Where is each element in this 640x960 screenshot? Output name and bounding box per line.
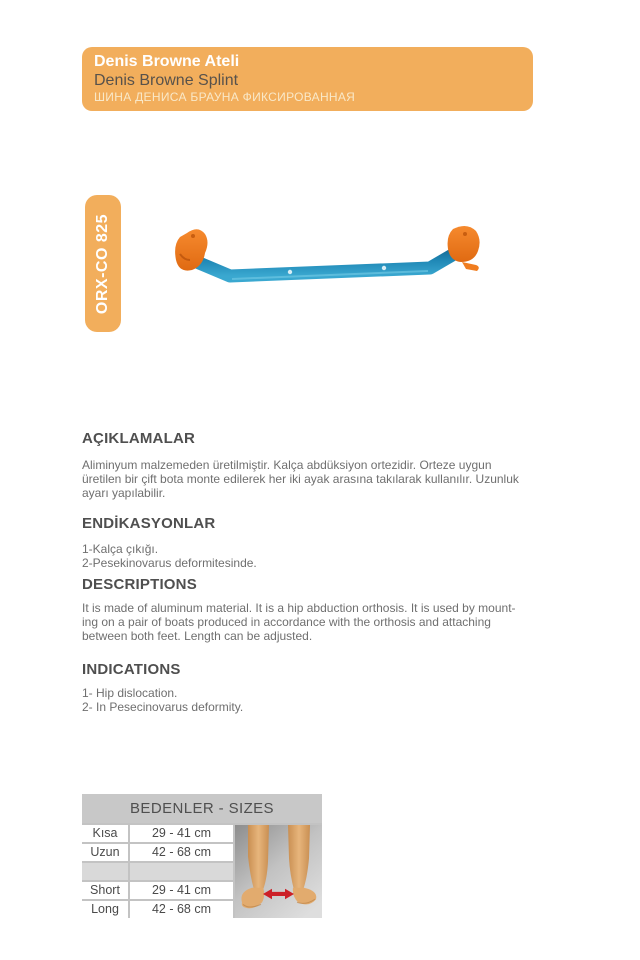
size-value: 42 - 68 cm — [130, 844, 233, 861]
body-line: ayarı yapılabilir. — [82, 486, 166, 500]
product-title-russian: ШИНА ДЕНИСА БРАУНА ФИКСИРОВАННАЯ — [94, 90, 356, 104]
section-heading: ENDİKASYONLAR — [82, 515, 216, 532]
section-endikasyonlar — [82, 515, 557, 570]
product-code-label: ORX-CO 825 — [94, 213, 111, 314]
body-line: ing on a pair of boats produced in accordance with the orthosis and attaching — [82, 615, 491, 629]
legs-diagram — [235, 825, 322, 918]
size-value: 29 - 41 cm — [130, 882, 233, 899]
section-descriptions — [82, 576, 557, 643]
body-line: 1- Hip dislocation. — [82, 686, 178, 700]
size-label: Uzun — [82, 844, 128, 861]
product-title-card — [82, 47, 533, 111]
size-value: 29 - 41 cm — [130, 825, 233, 842]
section-aciklamalar — [82, 430, 557, 500]
body-line: 1-Kalça çıkığı. — [82, 542, 159, 556]
body-line: It is made of aluminum material. It is a hip abduction orthosis. It is used by mount- — [82, 601, 516, 615]
splint-right-clamp — [448, 226, 480, 262]
size-table-title: BEDENLER - SIZES — [82, 794, 322, 823]
section-indications — [82, 661, 557, 714]
splint-illustration — [168, 220, 490, 300]
body-line: 2- In Pesecinovarus deformity. — [82, 700, 244, 714]
body-line: Aliminyum malzemeden üretilmiştir. Kalça abdüksiyon ortezidir. Orteze uygun — [82, 458, 492, 472]
product-title-english: Denis Browne Splint — [94, 72, 239, 89]
body-line: 2-Pesekinovarus deformitesinde. — [82, 556, 257, 570]
size-label: Kısa — [82, 825, 128, 842]
size-label — [82, 863, 128, 880]
size-table — [82, 794, 322, 918]
section-heading: INDICATIONS — [82, 661, 181, 678]
body-line: üretilen bir çift bota monte edilerek her iki ayak arasına takılarak kullanılır. Uzunluk — [82, 472, 519, 486]
size-value — [130, 863, 233, 880]
section-heading: AÇIKLAMALAR — [82, 430, 196, 447]
product-code-tag — [85, 195, 121, 332]
legs-measurement-image — [235, 825, 322, 918]
product-title-turkish: Denis Browne Ateli — [94, 53, 240, 70]
body-line: between both feet. Length can be adjusted. — [82, 629, 313, 643]
size-label: Short — [82, 882, 128, 899]
size-label: Long — [82, 901, 128, 918]
size-value: 42 - 68 cm — [130, 901, 233, 918]
product-photo — [168, 220, 490, 300]
section-heading: DESCRIPTIONS — [82, 576, 197, 593]
